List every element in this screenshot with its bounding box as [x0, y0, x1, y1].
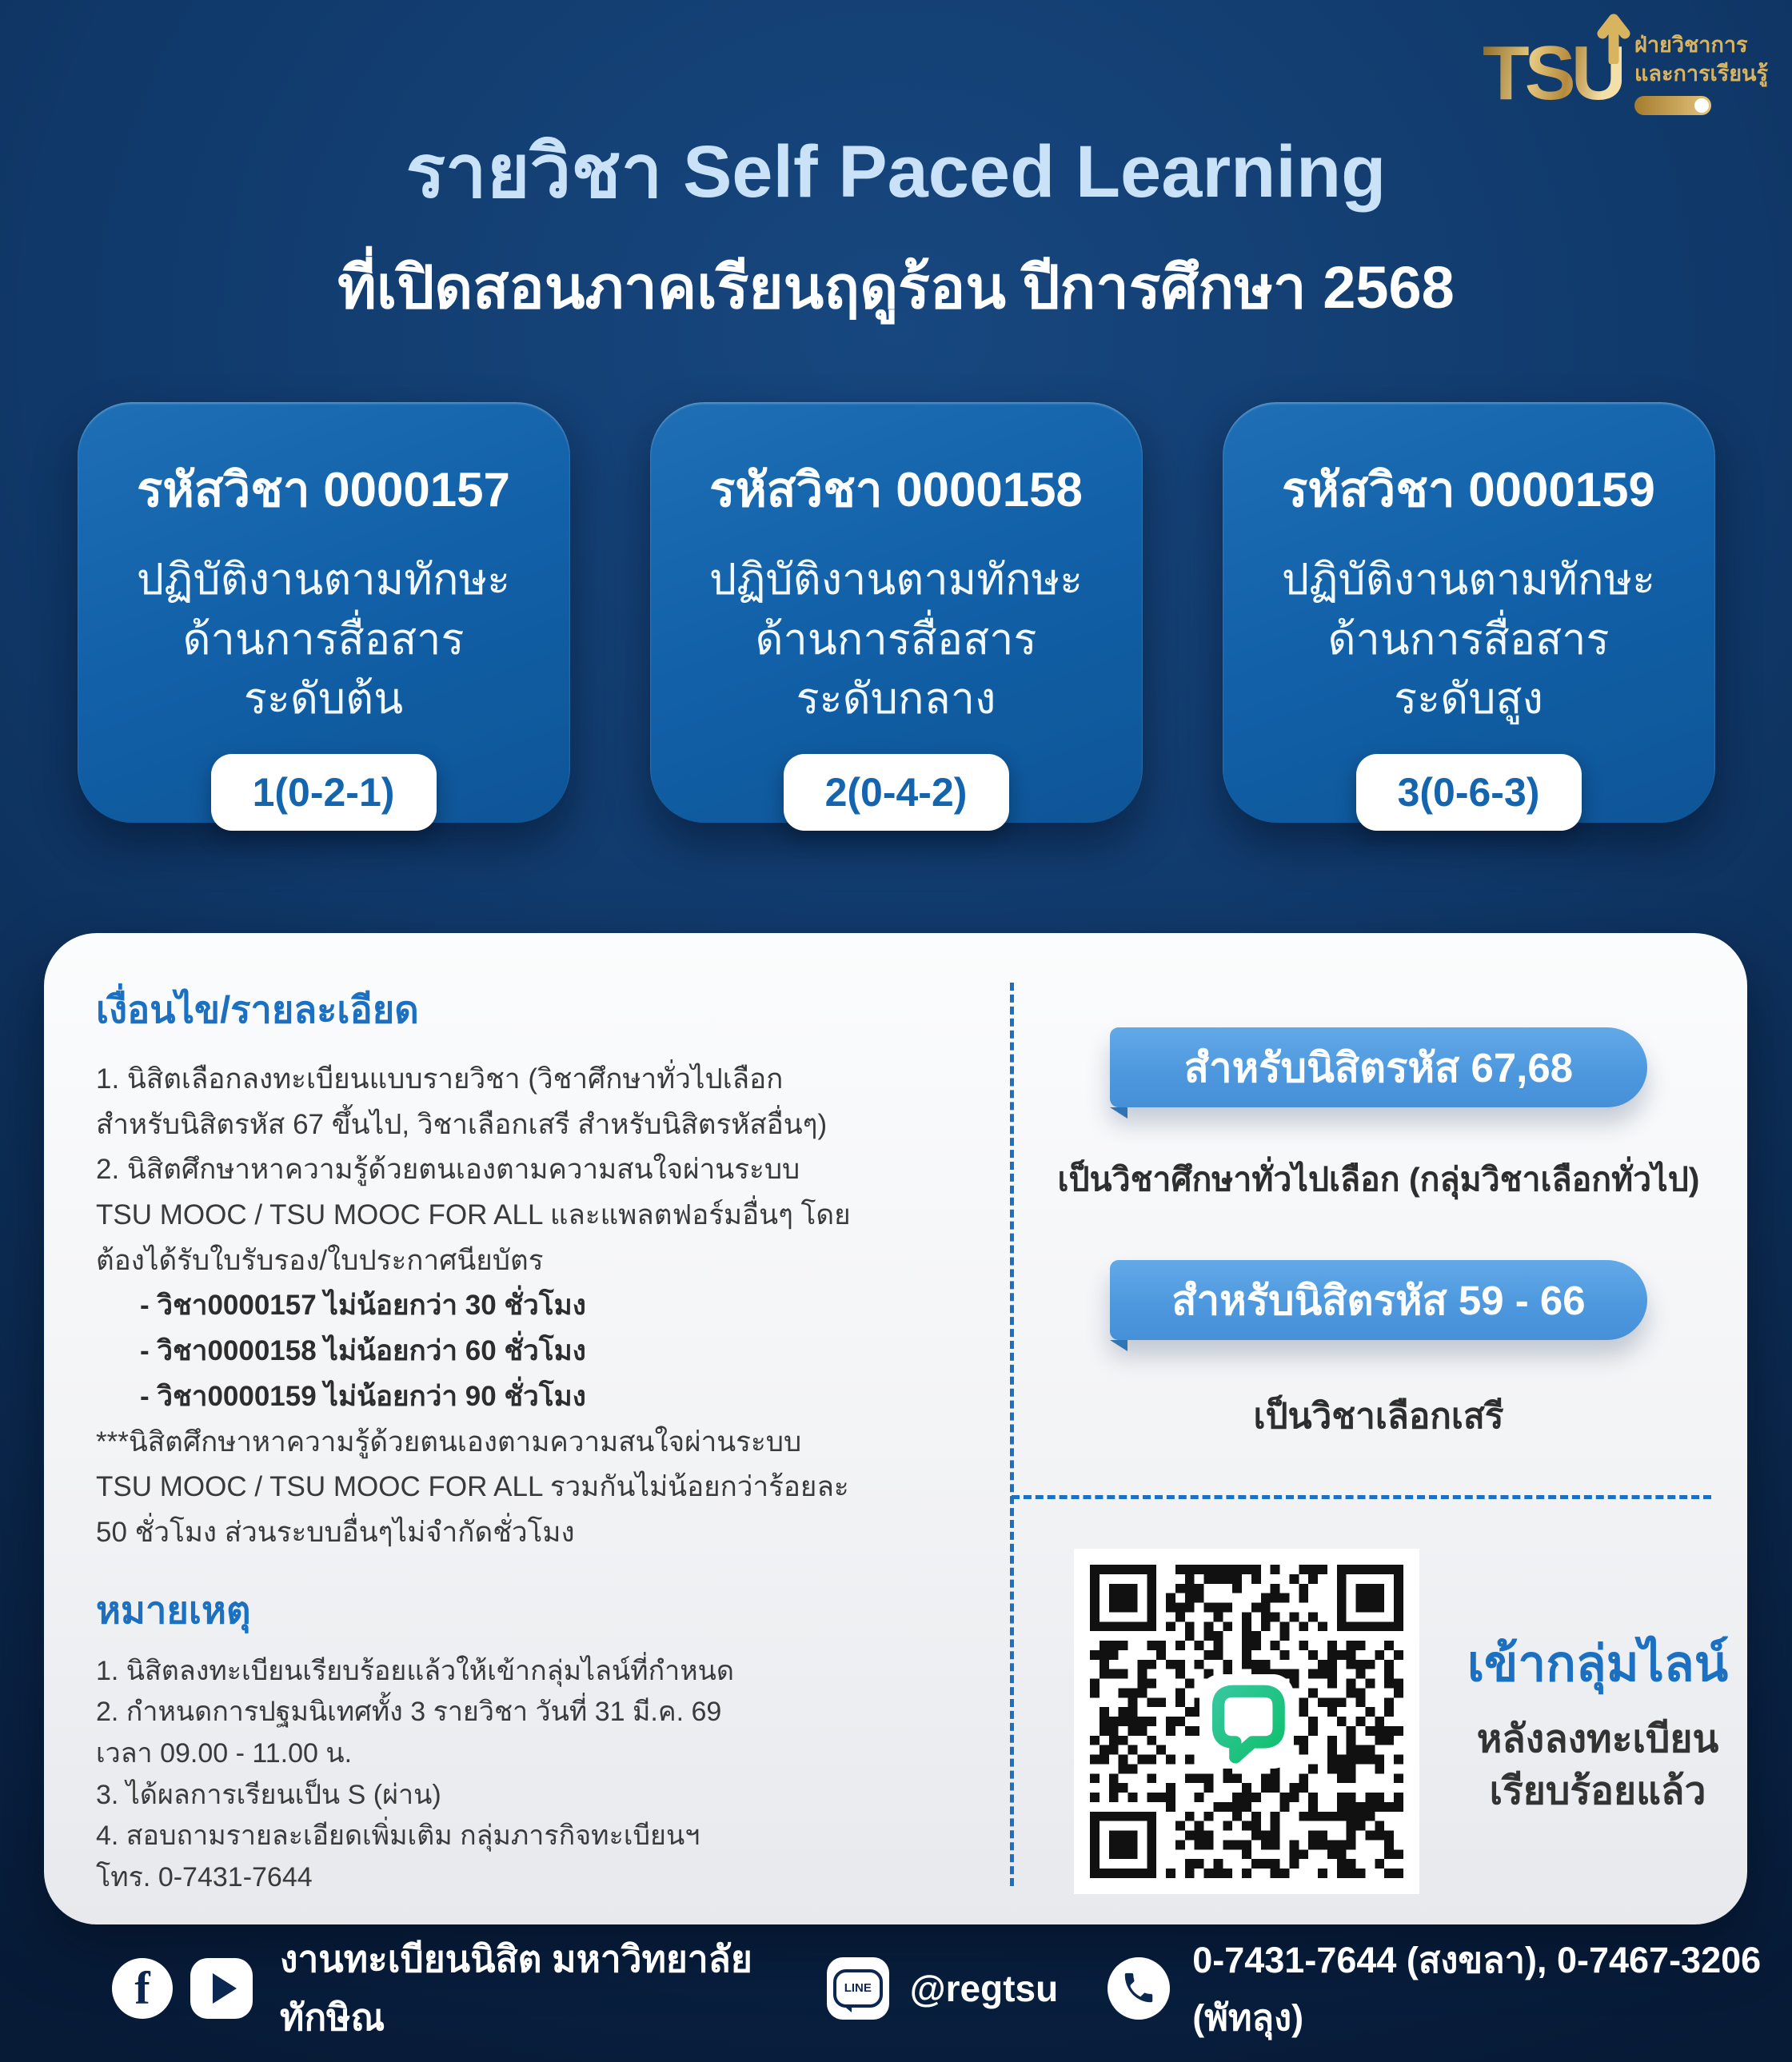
conditions-list — [96, 1057, 984, 1556]
line-group-section — [1010, 1549, 1747, 1894]
course-credit-badge: 1(0-2-1) — [211, 754, 437, 831]
eligibility-desc-59-66: เป็นวิชาเลือกเสรี — [1253, 1397, 1504, 1436]
eligibility-ribbon-59-66: สำหรับนิสิตรหัส 59 - 66 — [1110, 1260, 1647, 1340]
condition-line: ต้องได้รับใบรับรอง/ใบประกาศนียบัตร — [96, 1244, 544, 1276]
qr-code[interactable] — [1074, 1549, 1419, 1894]
course-name — [78, 550, 570, 729]
tsu-logo-text: TSU — [1483, 30, 1622, 116]
line-group-sub-line2: เรียบร้อยแล้ว — [1489, 1770, 1706, 1813]
course-cards — [0, 402, 1792, 823]
course-name-line: ด้านการสื่อสาร — [182, 615, 465, 664]
course-name-line: ด้านการสื่อสาร — [755, 615, 1037, 664]
footer-phone-numbers: 0-7431-7644 (สงขลา), 0-7467-3206 (พัทลุง) — [1192, 1939, 1762, 2038]
footer-line-id: @regtsu — [909, 1967, 1059, 2009]
note-line: 1. นิสิตลงทะเบียนเรียบร้อยแล้วให้เข้ากลุ่มไลน์ที่กำหนด — [96, 1655, 734, 1686]
footer-organization: งานทะเบียนนิสิต มหาวิทยาลัยทักษิณ — [280, 1937, 752, 2038]
note-line: เวลา 09.00 - 11.00 น. — [96, 1737, 353, 1769]
condition-line: 50 ชั่วโมง ส่วนระบบอื่นๆไม่จำกัดชั่วโมง — [96, 1516, 575, 1548]
course-name-line: ระดับสูง — [1394, 675, 1543, 724]
facebook-icon[interactable]: f — [112, 1958, 173, 2019]
phone-icon[interactable] — [1108, 1957, 1170, 2020]
eligibility-desc-67-68: เป็นวิชาศึกษาทั่วไปเลือก (กลุ่มวิชาเลือกทั่วไป) — [1057, 1161, 1700, 1198]
eligibility-ribbon-67-68: สำหรับนิสิตรหัส 67,68 — [1110, 1027, 1647, 1107]
note-line: 2. กำหนดการปฐมนิเทศทั้ง 3 รายวิชา วันที่ 31 มี.ค. 69 — [96, 1697, 722, 1728]
notes-heading: หมายเหตุ — [96, 1588, 251, 1631]
note-line: โทร. 0-7431-7644 — [96, 1861, 313, 1892]
notes-list — [96, 1651, 984, 1899]
eligibility-column — [1010, 933, 1747, 1924]
course-code: รหัสวิชา 0000157 — [137, 463, 510, 516]
course-name-line: ด้านการสื่อสาร — [1327, 615, 1610, 664]
condition-hours-line: - วิชา0000159 ไม่น้อยกว่า 90 ชั่วโมง — [140, 1380, 586, 1412]
logo-dept-line2: และการเรียนรู้ — [1634, 61, 1768, 86]
condition-line: TSU MOOC / TSU MOOC FOR ALL และแพลตฟอร์มอื่นๆ โดย — [96, 1199, 851, 1231]
page-subtitle: ที่เปิดสอนภาคเรียนฤดูร้อน ปีการศึกษา 2568 — [337, 254, 1455, 321]
horizontal-dashed-divider — [1012, 1495, 1711, 1499]
condition-line: 2. นิสิตศึกษาหาความรู้ด้วยตนเองตามความสนใจผ่านระบบ — [96, 1154, 800, 1186]
tsu-logo-mark — [1483, 30, 1622, 116]
line-messenger-icon[interactable] — [827, 1957, 889, 2020]
note-line: 4. สอบถามรายละเอียดเพิ่มเติม กลุ่มภารกิจทะเบียนฯ — [96, 1821, 700, 1852]
line-group-subtitle — [1458, 1714, 1738, 1818]
course-credit-badge: 2(0-4-2) — [784, 754, 1009, 831]
tsu-logo — [1483, 32, 1768, 115]
condition-line: TSU MOOC / TSU MOOC FOR ALL รวมกันไม่น้อยกว่าร้อยละ — [96, 1471, 849, 1503]
condition-line: ***นิสิตศึกษาหาความรู้ด้วยตนเองตามความสนใจผ่านระบบ — [96, 1426, 802, 1458]
course-name — [650, 550, 1143, 729]
footer — [0, 1922, 1792, 2062]
condition-hours-line: - วิชา0000157 ไม่น้อยกว่า 30 ชั่วโมง — [140, 1290, 586, 1322]
tsu-logo-caption — [1634, 32, 1768, 115]
line-group-sub-line1: หลังลงทะเบียน — [1476, 1718, 1719, 1761]
course-credit-badge: 3(0-6-3) — [1356, 754, 1582, 831]
course-name-line: ระดับกลาง — [796, 675, 996, 724]
line-group-caption — [1458, 1625, 1738, 1818]
line-app-icon — [1199, 1674, 1294, 1769]
course-code: รหัสวิชา 0000158 — [709, 463, 1083, 516]
youtube-icon[interactable] — [190, 1958, 253, 2019]
course-name-line: ปฏิบัติงานตามทักษะ — [1281, 556, 1656, 604]
note-line: 3. ได้ผลการเรียนเป็น S (ผ่าน) — [96, 1779, 441, 1810]
conditions-column — [96, 979, 984, 1899]
condition-hours-line: - วิชา0000158 ไม่น้อยกว่า 60 ชั่วโมง — [140, 1335, 586, 1367]
course-card-0000159 — [1223, 402, 1715, 823]
line-group-title: เข้ากลุ่มไลน์ — [1467, 1637, 1729, 1693]
page-title: รายวิชา Self Paced Learning — [405, 131, 1387, 213]
course-card-0000158 — [650, 402, 1143, 823]
info-panel — [44, 933, 1747, 1924]
logo-dept-line1: ฝ่ายวิชาการ — [1634, 33, 1748, 57]
condition-line: 1. นิสิตเลือกลงทะเบียนแบบรายวิชา (วิชาศึกษาทั่วไปเลือก — [96, 1063, 784, 1095]
condition-line: สำหรับนิสิตรหัส 67 ขึ้นไป, วิชาเลือกเสรี สำหรับนิสิตรหัสอื่นๆ) — [96, 1108, 828, 1140]
course-name-line: ปฏิบัติงานตามทักษะ — [136, 556, 511, 604]
course-name-line: ปฏิบัติงานตามทักษะ — [708, 556, 1084, 604]
course-name-line: ระดับต้น — [243, 675, 404, 724]
up-arrow-icon — [1593, 8, 1634, 64]
course-name — [1223, 550, 1715, 729]
conditions-heading: เงื่อนไข/รายละเอียด — [96, 988, 419, 1031]
course-card-0000157 — [78, 402, 570, 823]
line-bubble-glyph: LINE — [833, 1969, 883, 2008]
course-code: รหัสวิชา 0000159 — [1282, 463, 1655, 516]
